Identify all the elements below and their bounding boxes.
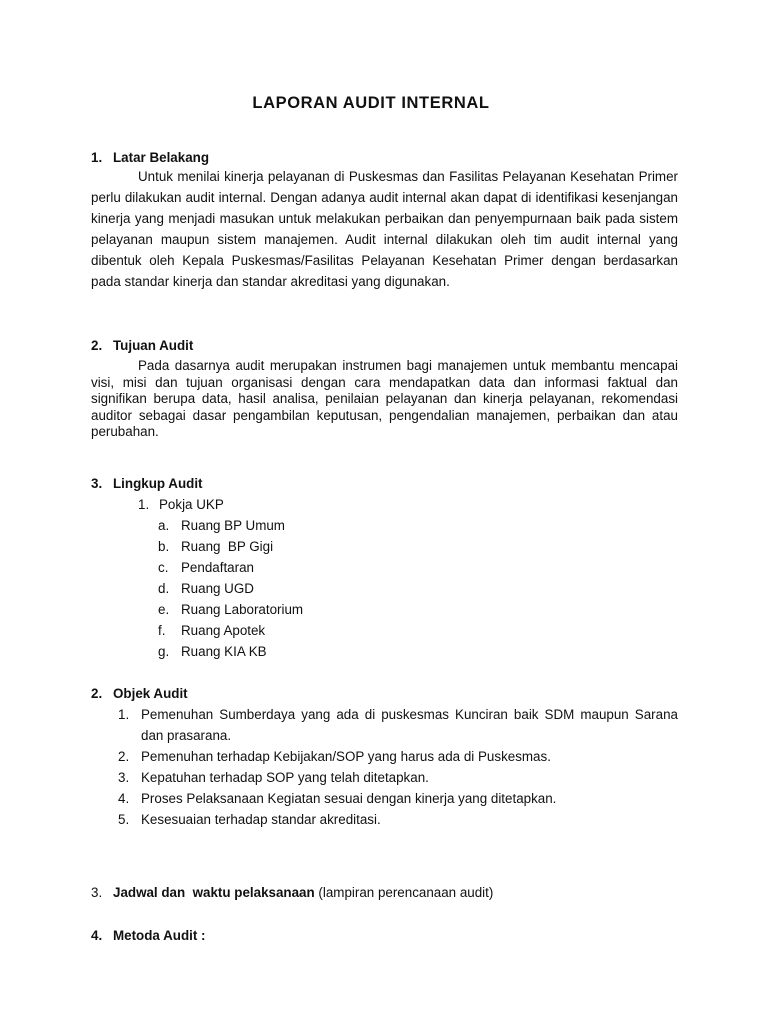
item-text: Ruang BP Gigi bbox=[181, 539, 274, 554]
lingkup-subitem bbox=[138, 497, 224, 512]
section-number: 4. bbox=[91, 928, 103, 943]
item-marker: 2. bbox=[118, 749, 130, 764]
document-title: LAPORAN AUDIT INTERNAL bbox=[252, 94, 490, 112]
item-marker: b. bbox=[158, 539, 170, 554]
section-tujuan-heading bbox=[91, 338, 193, 353]
section-title: Tujuan Audit bbox=[113, 338, 194, 353]
section-title: Objek Audit bbox=[113, 686, 188, 701]
section-number: 2. bbox=[91, 686, 103, 701]
list-item bbox=[118, 788, 678, 809]
subitem-number: 1. bbox=[138, 497, 150, 512]
item-marker: 5. bbox=[118, 812, 130, 827]
item-marker: a. bbox=[158, 518, 170, 533]
section-title: Lingkup Audit bbox=[113, 476, 203, 491]
list-item bbox=[118, 704, 678, 746]
item-marker: g. bbox=[158, 644, 170, 659]
item-text: Ruang Apotek bbox=[181, 623, 266, 638]
section-number: 2. bbox=[91, 338, 103, 353]
list-item bbox=[158, 518, 285, 533]
item-marker: c. bbox=[158, 560, 169, 575]
section-number: 3. bbox=[91, 476, 103, 491]
section-number: 3. bbox=[91, 885, 103, 900]
item-marker: f. bbox=[158, 623, 166, 638]
item-text: Ruang KIA KB bbox=[181, 644, 267, 659]
item-marker: 1. bbox=[118, 707, 130, 722]
item-text: Ruang Laboratorium bbox=[181, 602, 304, 617]
item-marker: 4. bbox=[118, 791, 130, 806]
section-number: 1. bbox=[91, 150, 103, 165]
item-text: Pendaftaran bbox=[181, 560, 254, 575]
section-title: Jadwal dan waktu pelaksanaan bbox=[113, 885, 315, 900]
section-title: Latar Belakang bbox=[113, 150, 210, 165]
section-latar-belakang-heading bbox=[91, 150, 209, 165]
item-text: Pemenuhan terhadap Kebijakan/SOP yang harus ada di Puskesmas. bbox=[141, 749, 551, 764]
tujuan-paragraph bbox=[91, 358, 678, 441]
item-text: Ruang UGD bbox=[181, 581, 254, 596]
item-text: Kesesuaian terhadap standar akreditasi. bbox=[141, 812, 381, 827]
item-marker: d. bbox=[158, 581, 170, 596]
list-item bbox=[158, 560, 254, 575]
item-text: Kepatuhan terhadap SOP yang telah ditetapkan. bbox=[141, 770, 429, 785]
list-item bbox=[118, 767, 678, 788]
item-marker: 3. bbox=[118, 770, 130, 785]
item-text: Proses Pelaksanaan Kegiatan sesuai dengan kinerja yang ditetapkan. bbox=[141, 791, 557, 806]
paragraph-text: Untuk menilai kinerja pelayanan di Puskesmas dan Fasilitas Pelayanan Kesehatan Primer perlu dilakukan audit internal. Dengan adanya audit internal akan dapat di identifikasi kesenjangan kinerja yang menjadi masukan untuk melakukan perbaikan dan penyempurnaan baik pada sistem pelayanan maupun sistem manajemen. Audit internal dilakukan oleh tim audit internal yang dibentuk oleh Kepala Puskesmas/Fasilitas Pelayanan Kesehatan Primer dengan berdasarkan pada standar kinerja dan standar akreditasi yang digunakan. bbox=[91, 169, 678, 289]
section-lingkup-heading bbox=[91, 476, 203, 491]
section-note: (lampiran perencanaan audit) bbox=[314, 885, 494, 900]
section-title: Metoda Audit : bbox=[113, 928, 206, 943]
subitem-label: Pokja UKP bbox=[159, 497, 224, 512]
section-jadwal-heading bbox=[91, 885, 493, 900]
list-item bbox=[118, 746, 678, 767]
item-text: Pemenuhan Sumberdaya yang ada di puskesmas Kunciran baik SDM maupun Sarana dan prasarana. bbox=[141, 707, 678, 743]
list-item bbox=[158, 539, 273, 554]
list-item bbox=[158, 623, 265, 638]
paragraph-text: Pada dasarnya audit merupakan instrumen bagi manajemen untuk membantu mencapai visi, misi dan tujuan organisasi dengan cara mendapatkan data dan informasi faktual dan signifikan berupa data, hasil analisa, penilaian pelayanan dan kinerja pelayanan, rekomendasi auditor sebagai dasar pengambilan keputusan, pengendalian manajemen, perbaikan dan atau perubahan. bbox=[91, 358, 678, 439]
section-metoda-heading bbox=[91, 928, 205, 943]
list-item bbox=[158, 602, 303, 617]
item-marker: e. bbox=[158, 602, 170, 617]
item-text: Ruang BP Umum bbox=[181, 518, 285, 533]
list-item bbox=[158, 644, 267, 659]
latar-belakang-paragraph bbox=[91, 166, 678, 292]
list-item bbox=[118, 809, 678, 830]
section-objek-heading bbox=[91, 686, 188, 701]
list-item bbox=[158, 581, 254, 596]
